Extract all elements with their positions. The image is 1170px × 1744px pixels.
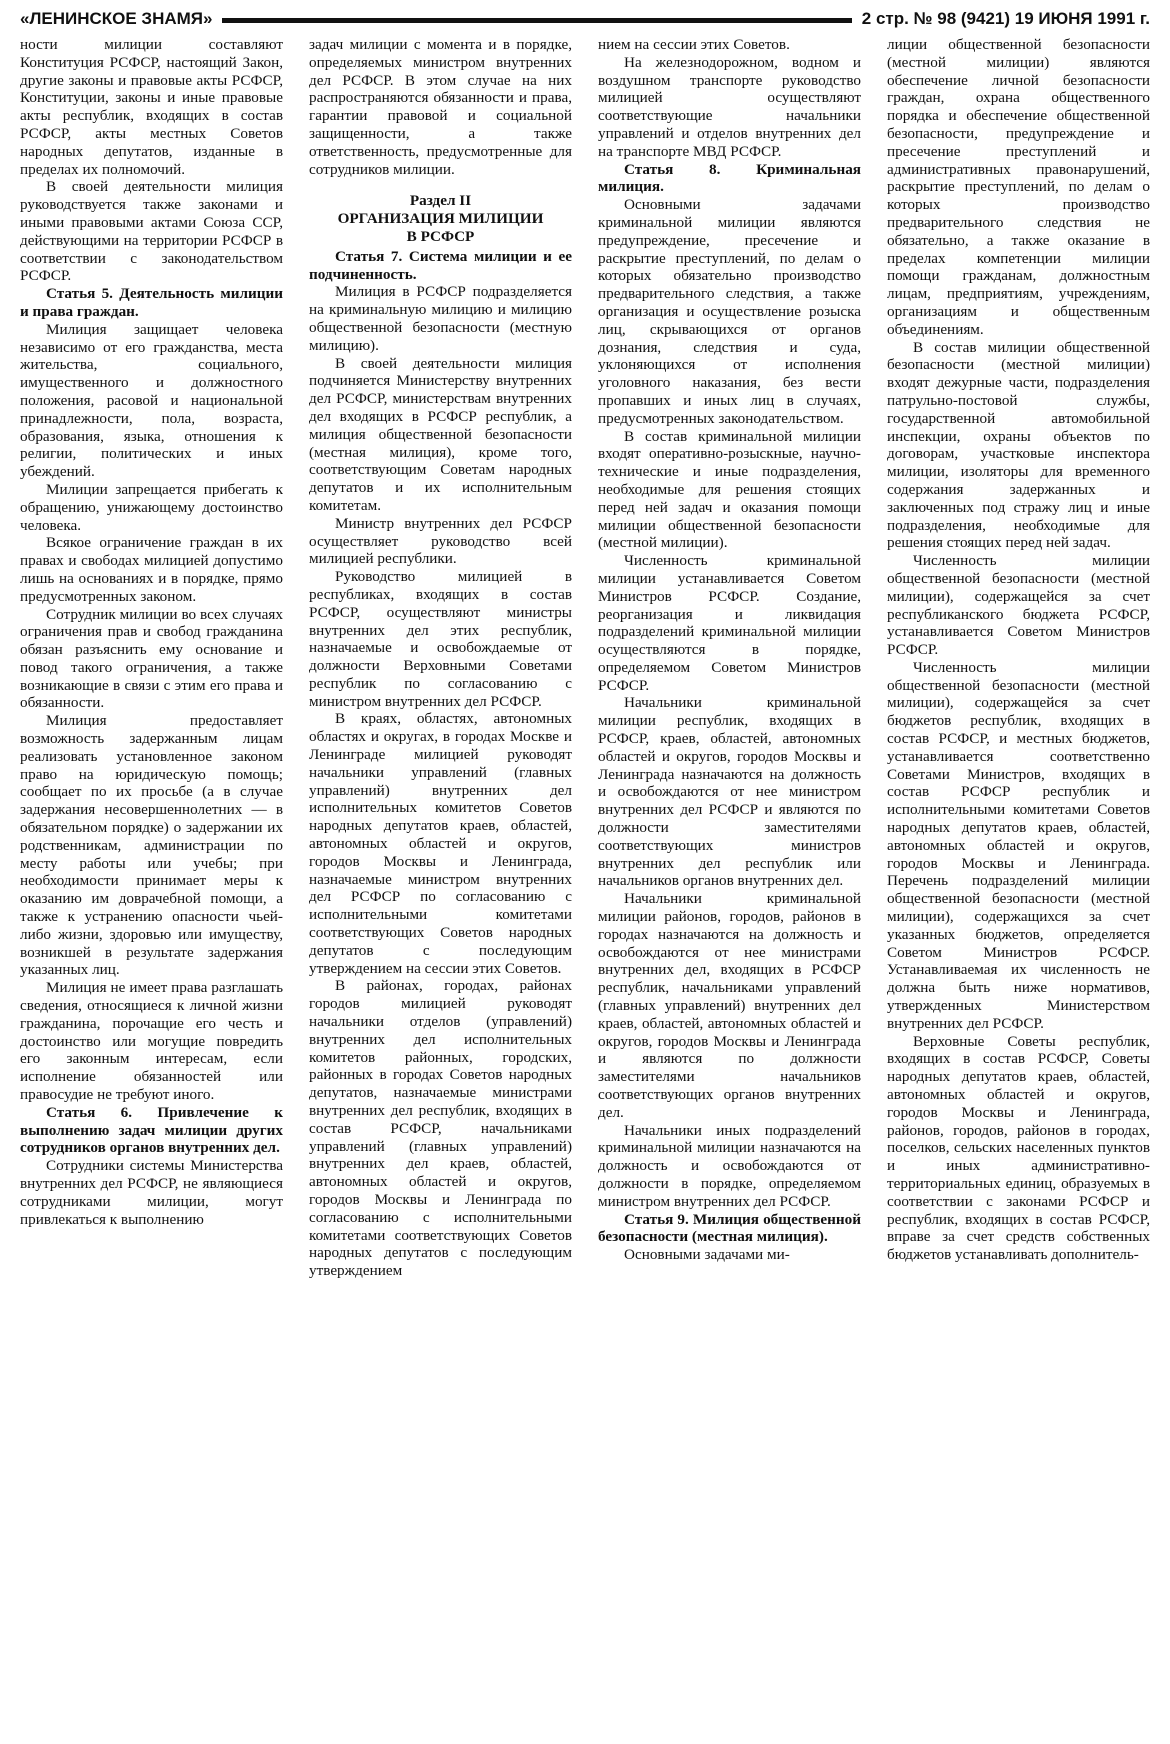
paragraph: Начальники криминальной милиции районов, городов, районов в городах назначаются на должность и освобождаются от нее министрами внутренних дел, входящих в РСФСР республик, начальниками управлений (главных управлений) внутренних дел краев, областей, автономных областей и округов, городов Москвы и Ленинграда и являются по должности заместителями начальников соответствующих органов внутренних дел. [598, 890, 861, 1121]
paragraph: В своей деятельности милиция подчиняется Министерству внутренних дел РСФСР, министерствам внутренних дел входящих в РСФСР республик, а милиция общественной безопасности (местная милиция), кроме того, соответствующим Советам народных депутатов и их исполнительным комитетам. [309, 354, 572, 514]
paragraph-continued: нием на сессии этих Советов. [598, 36, 790, 53]
text-column-3 [598, 36, 861, 1726]
paragraph: Милиции запрещается прибегать к обращению, унижающему достоинство человека. [20, 480, 283, 534]
article-heading: Статья 7. Система милиции и ее подчиненность. [309, 247, 572, 283]
article-heading: Статья 9. Милиция общественной безопасности (местная милиция). [598, 1210, 861, 1246]
text-column-2 [309, 36, 572, 1726]
issue-info: 2 стр. № 98 (9421) 19 ИЮНЯ 1991 г. [861, 9, 1150, 28]
paragraph: Численность милиции общественной безопасности (местной милиции), содержащейся за счет бюджетов республик, входящих в состав РСФСР, и местных бюджетов, устанавливается соответственно Советами Министров, входящих в состав РСФСР республик и исполнительными комитетами Советов народных депутатов краев, областей, автономных областей и округов, городов Москвы и Ленинграда. Перечень подразделений милиции общественной безопасности (местной милиции), содержащихся за счет указанных бюджетов, определяется Советом Министров РСФСР. Устанавливаемая их численность не должна быть ниже нормативов, утвержденных Министерством внутренних дел РСФСР. [887, 658, 1150, 1032]
paragraph: Основными задачами криминальной милиции являются предупреждение, пресечение и раскрытие преступлений, по делам о которых обязательно производство предварительного следствия, а также организация и осуществление розыска лиц, скрывающихся от органов дознания, следствия и суда, уклоняющихся от исполнения уголовного наказания, без вести пропавших и иных лиц в случаях, предусмотренных законодательством. [598, 196, 861, 427]
paragraph-continued: задач милиции с момента и в порядке, определяемых министром внутренних дел РСФСР. В этом случае на них распространяются обязанности и права, гарантии правовой и социальной защищенности, а также ответственность, предусмотренные для сотрудников милиции. [309, 36, 572, 178]
article-columns [20, 36, 1150, 1726]
article-heading: Статья 8. Криминальная милиция. [598, 160, 861, 196]
paragraph: В состав криминальной милиции входят оперативно-розыскные, научно-технические и иные подразделения, необходимые для решения стоящих перед ней задач и оказания помощи милиции общественной безопасности (местной милиции). [598, 427, 861, 552]
article-heading: Статья 6. Привлечение к выполнению задач милиции других сотрудников органов внутренних дел. [20, 1103, 283, 1157]
paragraph: Численность милиции общественной безопасности (местной милиции), содержащейся за счет республиканского бюджета РСФСР, устанавливается Советом Министров РСФСР. [887, 552, 1150, 659]
paragraph-continued: лиции общественной безопасности (местной милиции) являются обеспечение личной безопасности граждан, охрана общественного порядка и обеспечение общественной безопасности, предупреждение и пресечение преступлений и административных правонарушений, раскрытие преступлений, по делам о которых производство предварительного следствия не обязательно, а также оказание в пределах компетенции милиции помощи гражданам, должностным лицам, предприятиям, учреждениям, организациям и общественным объединениям. [887, 36, 1150, 338]
paragraph: Начальники иных подразделений криминальной милиции назначаются на должность и освобождаются от должности в порядке, определяемом министром внутренних дел РСФСР. [598, 1121, 861, 1210]
masthead [20, 8, 1150, 30]
paragraph-continued: ности милиции составляют Конституция РСФСР, настоящий Закон, другие законы и правовые акты РСФСР, Конституции, законы и иные правовые акты республик, входящих в состав РСФСР, акты местных Советов народных депутатов, изданные в пределах их полномочий. [20, 36, 283, 178]
newspaper-name: «ЛЕНИНСКОЕ ЗНАМЯ» [20, 9, 213, 28]
paragraph: В состав милиции общественной безопасности (местной милиции) входят дежурные части, подразделения патрульно-постовой службы, государственной автомобильной инспекции, охраны объектов по договорам, участковые инспектора милиции, изоляторы для временного содержания задержанных и заключенных под стражу лиц и иные подразделения, необходимые для решения стоящих перед ней задач. [887, 338, 1150, 552]
paragraph: Милиция в РСФСР подразделяется на криминальную милицию и милицию общественной безопасности (местную милицию). [309, 283, 572, 354]
paragraph: Милиция защищает человека независимо от его гражданства, места жительства, социального, имущественного и должностного положения, расовой и национальной принадлежности, пола, возраста, образования, языка, отношения к религии, политических и иных убеждений. [20, 320, 283, 481]
paragraph: Начальники криминальной милиции республик, входящих в РСФСР, краев, областей, автономных областей и округов, городов Москвы и Ленинграда назначаются на должность и освобождаются от нее министром внутренних дел РСФСР и являются по должности заместителями соответствующих министров внутренних дел республик или начальников органов внутренних дел. [598, 694, 861, 890]
text-column-1 [20, 36, 283, 1726]
masthead-rule [222, 18, 851, 23]
article-heading: Статья 5. Деятельность милиции и права граждан. [20, 285, 283, 320]
paragraph: Милиция предоставляет возможность задержанным лицам реализовать установленное законом право на юридическую помощь; сообщает по их просьбе (а в случае задержания несовершеннолетних — в обязательном порядке) о задержании их родственникам, администрации по месту работы или учебы; при необходимости принимает меры к оказанию им доврачебной помощи, а также к устранению опасности чьей-либо жизни, здоровью или имуществу, возникшей в результате задержания указанных лиц. [20, 712, 283, 979]
paragraph: Милиция не имеет права разглашать сведения, относящиеся к личной жизни гражданина, порочащие его честь и достоинство или могущие повредить его законным интересам, если исполнение обязанностей или правосудие не требуют иного. [20, 979, 283, 1104]
paragraph: Основными задачами ми- [624, 1246, 790, 1264]
paragraph: Руководство милицией в республиках, входящих в состав РСФСР, осуществляют министры внутренних дел этих республик, назначаемые и освобождаемые от должности Верховными Советами республик по согласованию с министром внутренних дел РСФСР. [309, 568, 572, 710]
paragraph: Численность криминальной милиции устанавливается Советом Министров РСФСР. Создание, реорганизация и ликвидация подразделений криминальной милиции осуществляются в порядке, определяемом Советом Министров РСФСР. [598, 552, 861, 694]
paragraph: В районах, городах, районах городов милицией руководят начальники отделов (управлений) внутренних дел исполнительных комитетов районных, городских, районных в городах Советов народных депутатов, назначаемые министрами внутренних дел республик, входящих в состав РСФСР, начальниками управлений (главных управлений) внутренних дел краев, областей, автономных областей и округов, городов Москвы и Ленинграда по согласованию с исполнительными комитетами соответствующих Советов народных депутатов с последующим утверждением [309, 977, 572, 1280]
paragraph: Всякое ограничение граждан в их правах и свободах милицией допустимо лишь на основаниях и в порядке, прямо предусмотренных законом. [20, 534, 283, 605]
paragraph: В краях, областях, автономных областях и округах, в городах Москве и Ленинграде милицией руководят начальники управлений (главных управлений) внутренних дел исполнительных комитетов Советов народных депутатов краев, областей, автономных областей и округов, городов Москвы и Ленинграда, назначаемые министром внутренних дел РСФСР по согласованию с исполнительными комитетами соответствующих Советов народных депутатов с последующим утверждением на сессии этих Советов. [309, 710, 572, 977]
paragraph: В своей деятельности милиция руководствуется также законами и иными правовыми актами Союза ССР, действующими на территории РСФСР в соответствии с законодательством РСФСР. [20, 178, 283, 285]
paragraph: Верховные Советы республик, входящих в состав РСФСР, Советы народных депутатов краев, областей, автономных областей и округов, городов Москвы и Ленинграда, районов, городов, районов в городах, поселков, сельских населенных пунктов и иных административно-территориальных единиц, образуемых в соответствии с законами РСФСР и республик, входящих в состав РСФСР, вправе за счет средств собственных бюджетов устанавливать дополнитель- [887, 1032, 1150, 1264]
paragraph: Сотрудник милиции во всех случаях ограничения прав и свобод гражданина обязан разъяснить ему основание и повод такого ограничения, а также возникающие в связи с этим его права и обязанности. [20, 605, 283, 712]
paragraph: На железнодорожном, водном и воздушном транспорте руководство милицией осуществляют соответствующие начальники управлений и отделов внутренних дел на транспорте МВД РСФСР. [598, 53, 861, 160]
section-heading: Раздел II ОРГАНИЗАЦИЯ МИЛИЦИИ В РСФСР [337, 192, 544, 245]
paragraph: Министр внутренних дел РСФСР осуществляет руководство всей милицией республики. [309, 514, 572, 568]
paragraph: Сотрудники системы Министерства внутренних дел РСФСР, не являющиеся сотрудниками милиции, могут привлекаться к выполнению [20, 1157, 283, 1228]
text-column-4 [887, 36, 1150, 1726]
